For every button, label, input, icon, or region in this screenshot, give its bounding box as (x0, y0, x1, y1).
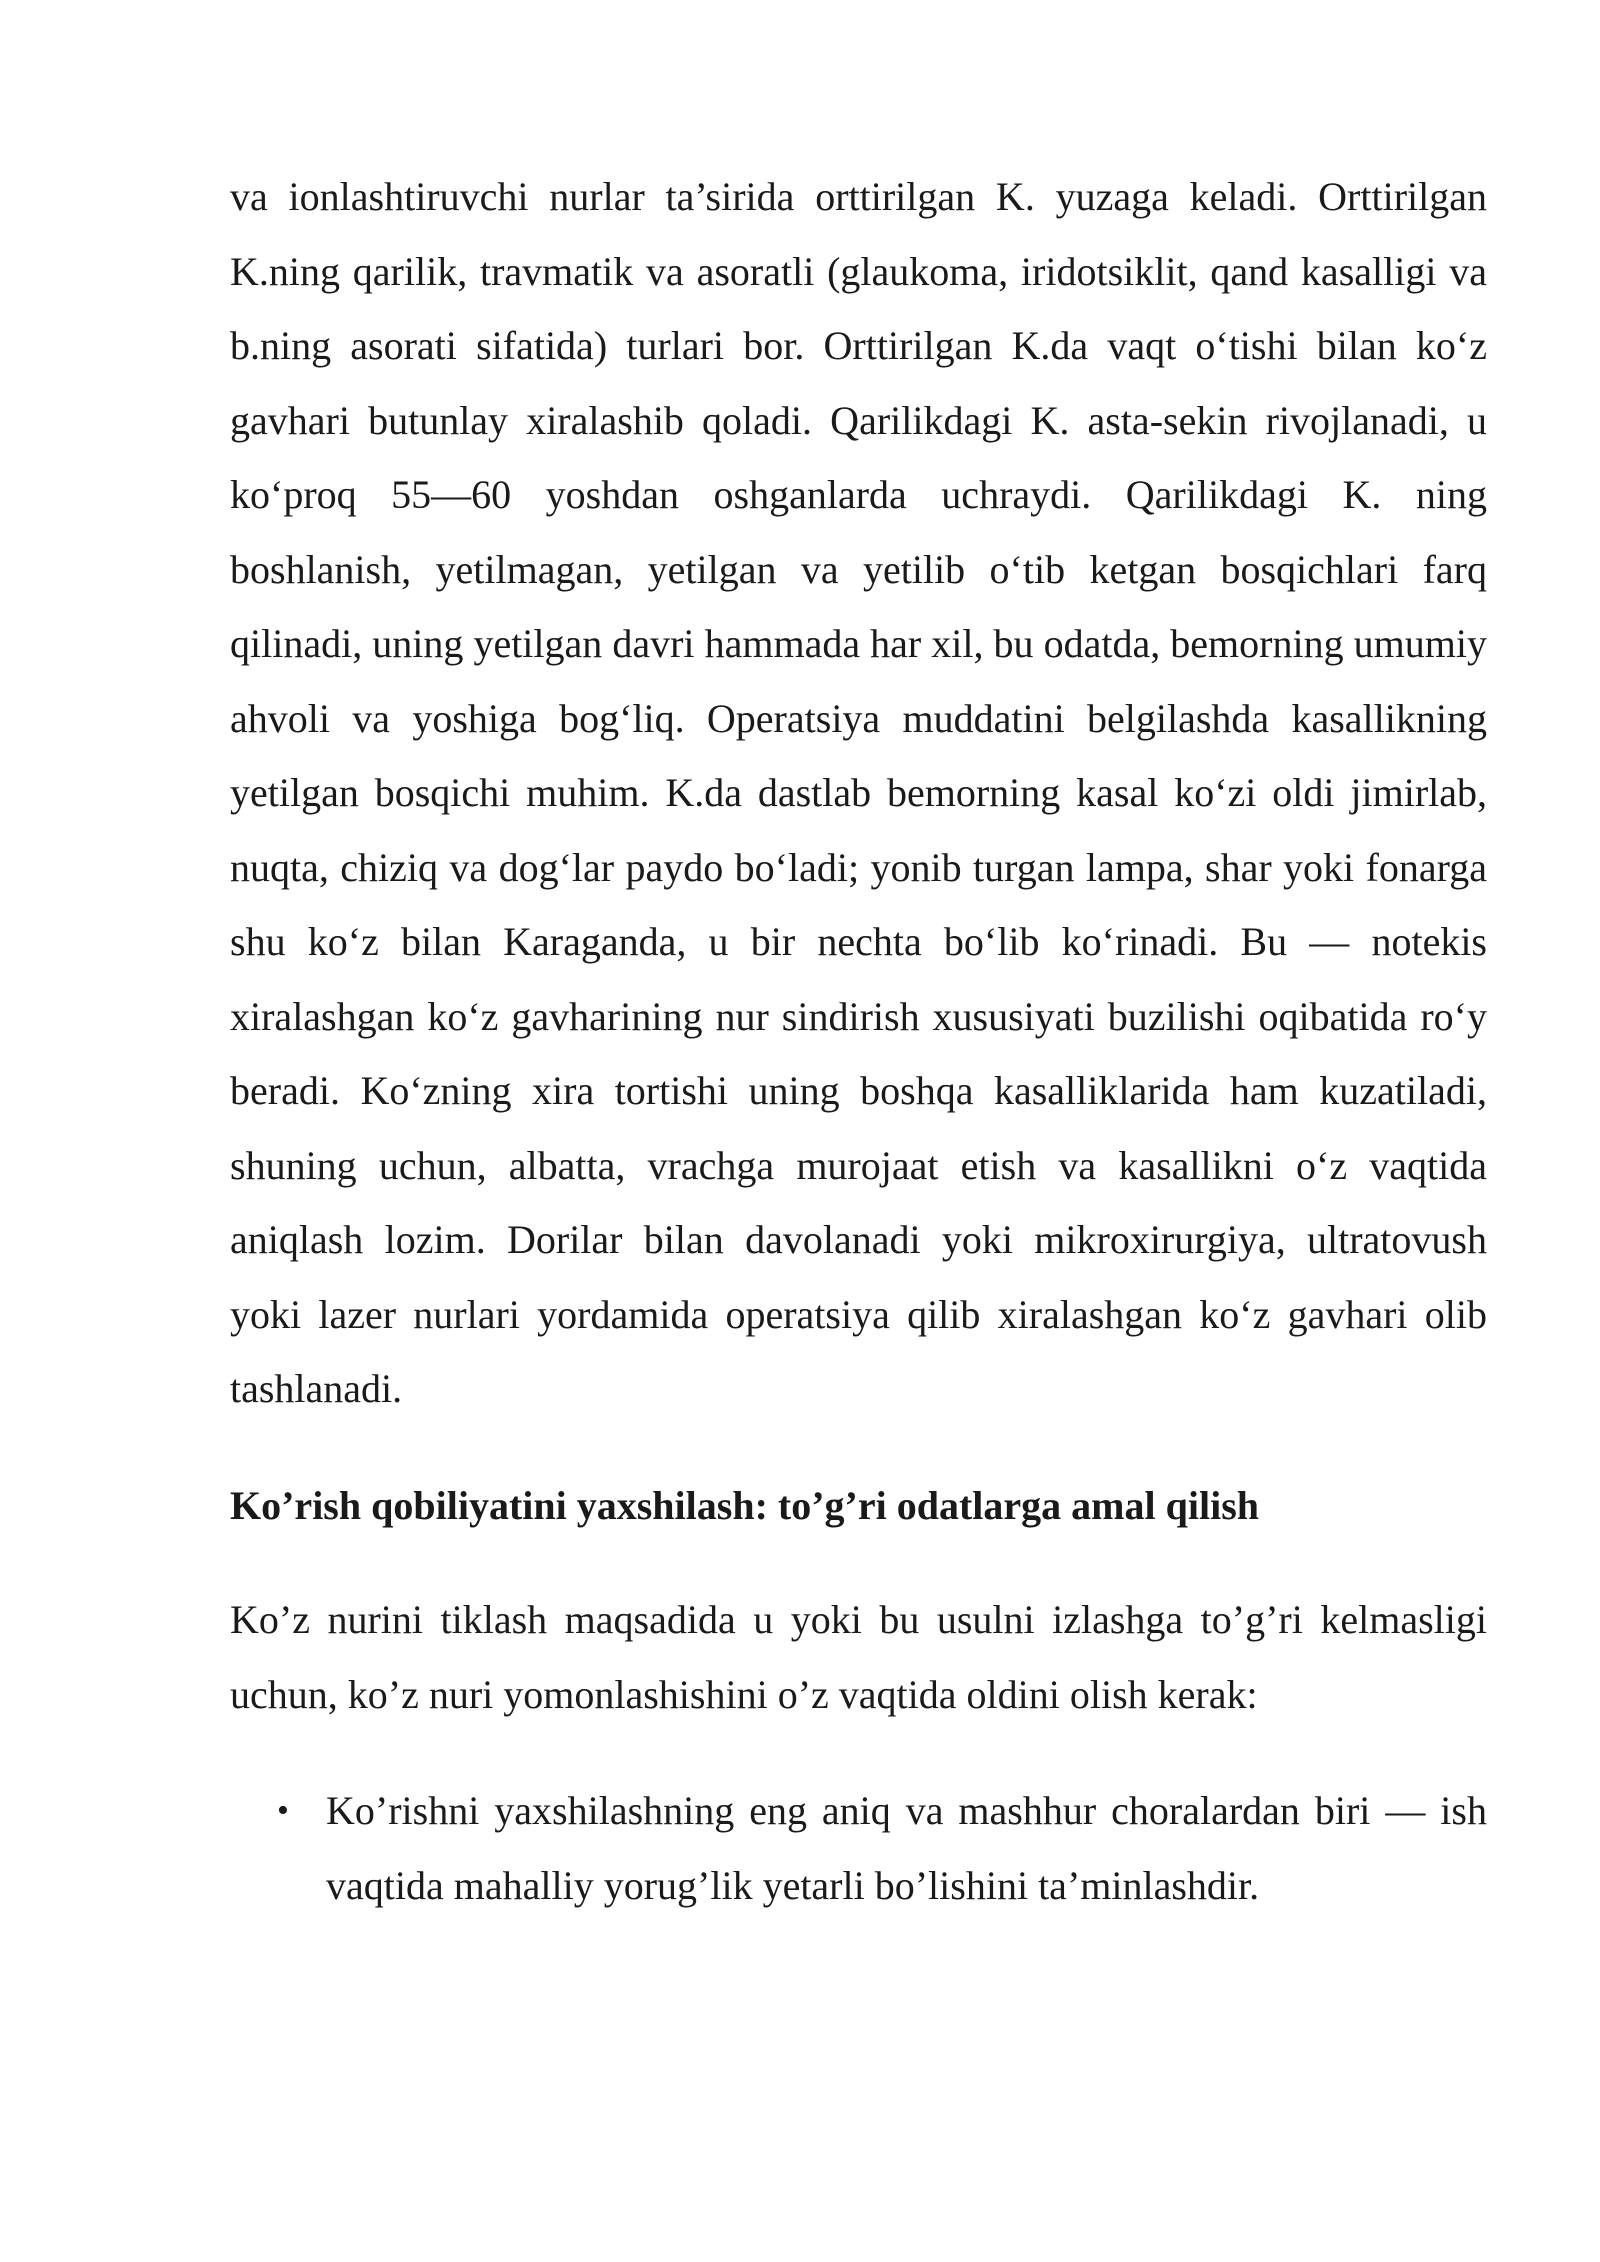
document-page (230, 160, 1487, 1923)
bullet-list (230, 1774, 1487, 1923)
section-heading: Ko’rish qobiliyatini yaxshilash: to’g’ri odatlarga amal qilish (230, 1482, 1260, 1528)
intro-paragraph: Ko’z nurini tiklash maqsadida u yoki bu usulni izlashga to’g’ri kelmasligi uchun, ko’z nuri yomonlashishini o’z vaqtida oldini olish kerak: (230, 1597, 1487, 1717)
bullet-icon: • (277, 1792, 289, 1829)
body-paragraph: va ionlashtiruvchi nurlar ta’sirida orttirilgan K. yuzaga keladi. Orttirilgan K.ning qarilik, travmatik va asoratli (glaukoma, iridotsiklit, qand kasalligi va b.ning asorati sifatida) turlari bor. Orttirilgan K.da vaqt o‘tishi bilan ko‘z gavhari butunlay xiralashib qoladi. Qarilikdagi K. asta-sekin rivojlanadi, u ko‘proq 55—60 yoshdan oshganlarda uchraydi. Qarilikdagi K. ning boshlanish, yetilmagan, yetilgan va yetilib o‘tib ketgan bosqichlari farq qilinadi, uning yetilgan davri hammada har xil, bu odatda, bemorning umumiy ahvoli va yoshiga bog‘liq. Operatsiya muddatini belgilashda kasallikning yetilgan bosqichi muhim. K.da dastlab bemorning kasal ko‘zi oldi jimirlab, nuqta, chiziq va dog‘lar paydo bo‘ladi; yonib turgan lampa, shar yoki fonarga shu ko‘z bilan Karaganda, u bir nechta bo‘lib ko‘rinadi. Bu — notekis xiralashgan ko‘z gavharining nur sindirish xususiyati buzilishi oqibatida ro‘y beradi. Ko‘zning xira tortishi uning boshqa kasalliklarida ham kuzatiladi, shuning uchun, albatta, vrachga murojaat etish va kasallikni o‘z vaqtida aniqlash lozim. Dorilar bilan davolanadi yoki mikroxirurgiya, ultratovush yoki lazer nurlari yordamida operatsiya qilib xiralashgan ko‘z gavhari olib tashlanadi. (230, 174, 1487, 1411)
list-item-text: Ko’rishni yaxshilashning eng aniq va mashhur choralardan biri — ish vaqtida mahalliy yorug’lik yetarli bo’lishini ta’minlashdir. (326, 1788, 1487, 1908)
list-item (230, 1774, 1487, 1923)
